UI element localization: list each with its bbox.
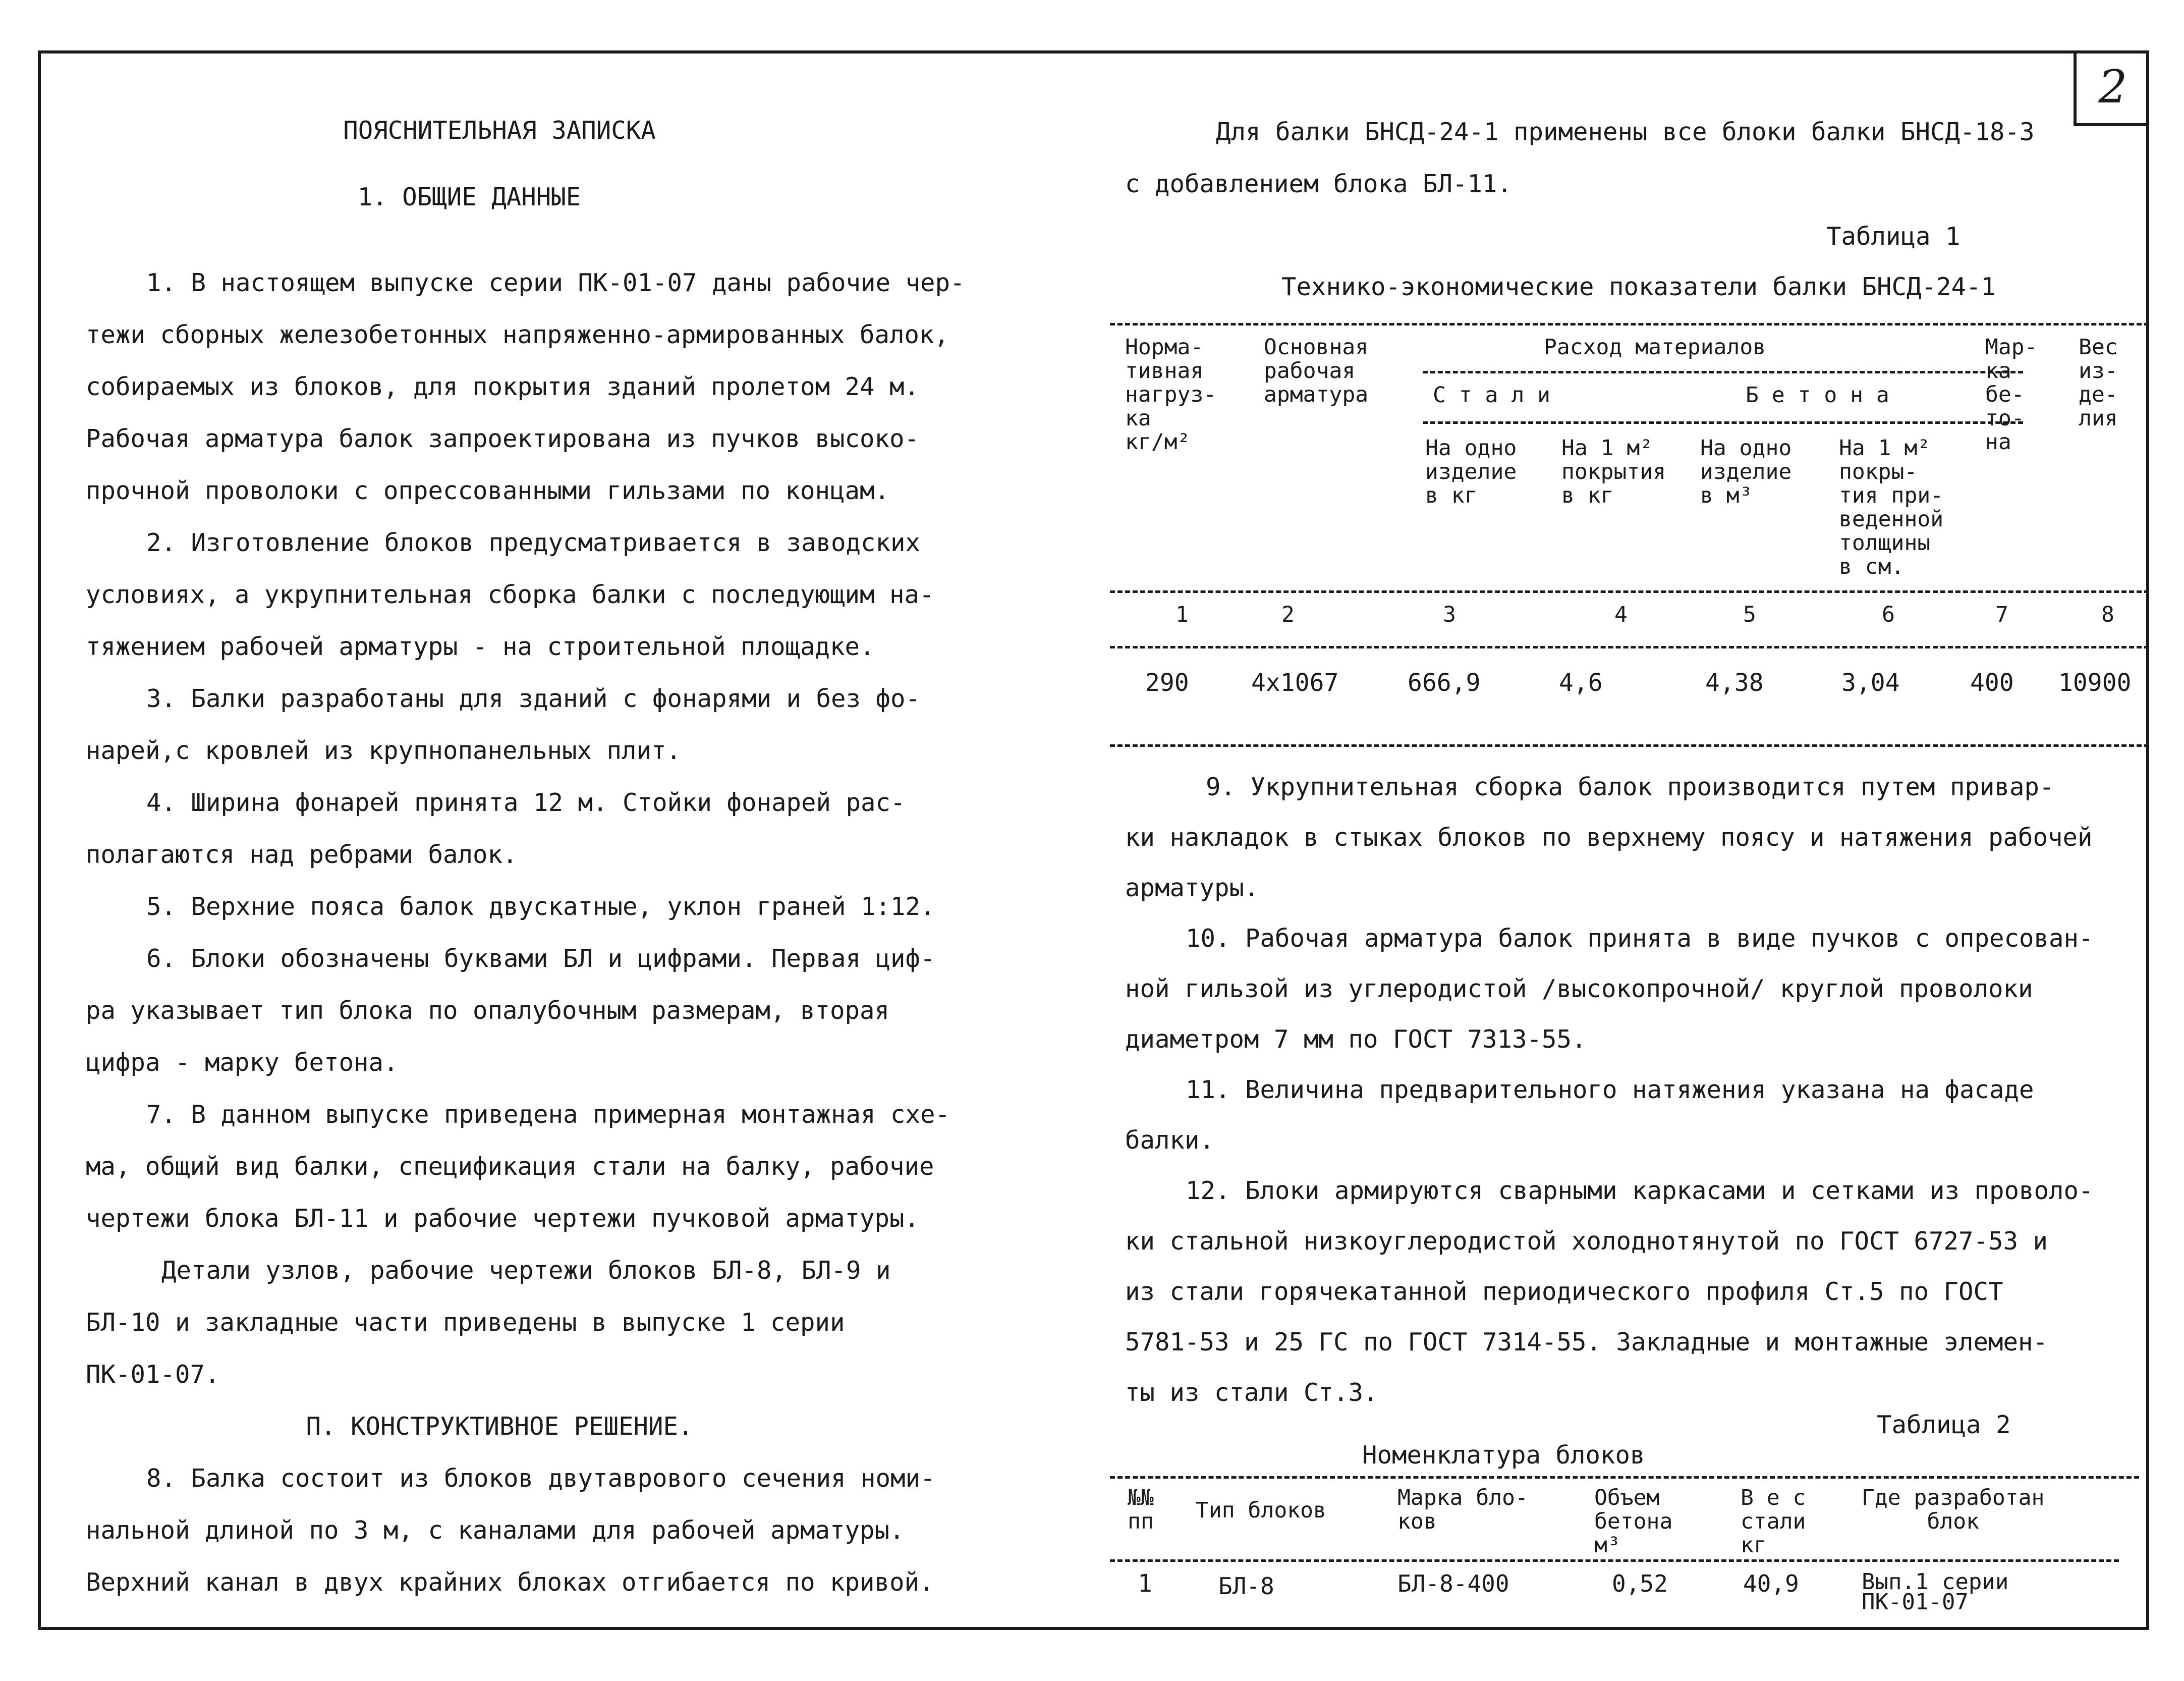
t1-row-steel-m2: 4,6 [1559,669,1603,697]
left-column [86,106,1044,1608]
t1-sub-rule [1423,371,2023,373]
t1-header-grade: Мар- ка бе- то- на [1985,335,2038,455]
t2-row-where: Вып.1 серии ПК-01-07 [1862,1569,2009,1615]
paragraph-9: 9. Укрупнительная сборка балок производится путем привар- ки накладок в стыках блоков по верхнему поясу и натяжения рабочей арматуры. [1125,773,2093,902]
t1-sub-rule-2 [1423,421,2023,424]
t2-header-mark: Марка бло- ков [1397,1485,1528,1534]
paragraph-11: 11. Величина предварительного натяжения указана на фасаде балки. [1125,1075,2034,1155]
t1-colnum-3: 3 [1443,602,1456,627]
t2-header-where: Где разработан блок [1862,1485,2045,1534]
paragraph-8: 8. Балка состоит из блоков двутаврового сечения номи- нальной длиной по 3 м, с каналами для рабочей арматуры. Верхний канал в двух крайних блоках отгибается по кривой. [86,1464,935,1597]
intro-paragraph: Для балки БНСД-24-1 применены все блоки балки БНСД-18-3 с добавлением блока БЛ-11. [1125,118,2035,198]
t1-header-load: Норма- тивная нагруз- ка кг/м² [1125,335,1217,455]
paragraph-4: 4. Ширина фонарей принята 12 м. Стойки фонарей рас- полагаются над ребрами балок. [86,788,906,869]
paragraph-3: 3. Балки разработаны для зданий с фонарями и без фо- нарей,с кровлей из крупнопанельных плит. [86,684,921,765]
t1-bottom-rule [1110,744,2149,747]
paragraph-2: 2. Изготовление блоков предусматривается в заводских условиях, а укрупнительная сборка балки с последующим на- тяжением рабочей арматуры - на строительной площадке. [86,528,934,661]
t1-header-concrete-item: На одно изделие в м³ [1700,436,1792,508]
paragraph-10: 10. Рабочая арматура балок принята в виде пучков с опресован- ной гильзой из углеродистой /высокопрочной/ круглой проволоки диаметром 7 мм по ГОСТ 7313-55. [1125,924,2094,1054]
t1-row-concrete-m2: 3,04 [1841,669,1900,697]
section-design: П. КОНСТРУКТИВНОЕ РЕШЕНИЕ. [306,1412,693,1441]
t2-row-type: БЛ-8 [1218,1572,1274,1600]
t1-row-concrete-item: 4,38 [1705,669,1764,697]
t1-header-concrete: Б е т о н а [1746,383,1889,408]
table1-title: Технико-экономические показатели балки БНСД-24-1 [1281,273,1996,301]
document-title: ПОЯСНИТЕЛЬНАЯ ЗАПИСКА [343,116,656,145]
t1-header-rebar: Основная рабочая арматура [1264,335,1369,407]
t1-header-steel: С т а л и [1433,383,1550,408]
t1-header-steel-item: На одно изделие в кг [1425,436,1517,508]
t1-row-weight: 10900 [2058,669,2132,697]
t1-colnum-7: 7 [1995,602,2008,627]
paragraph-7: 7. В данном выпуске приведена примерная монтажная схе- ма, общий вид балки, спецификация стали на балку, рабочие чертежи блока БЛ-11 и рабочие чертежи пучковой арматуры. [86,1100,950,1233]
t1-header-steel-m2: На 1 м² покрытия в кг [1561,436,1666,508]
t1-header-rule [1110,590,2149,593]
section-general: 1. ОБЩИЕ ДАННЫЕ [357,183,581,211]
paragraph-6: 6. Блоки обозначены буквами БЛ и цифрами. Первая циф- ра указывает тип блока по опалубочным размерам, вторая цифра - марку бетона. [86,944,935,1077]
t2-header-weight: В е с стали кг [1741,1485,1806,1558]
t1-colnum-4: 4 [1614,602,1628,627]
t1-row-grade: 400 [1970,669,2014,697]
t1-row-rebar: 4x1067 [1251,669,1339,697]
t2-header-rule [1110,1559,2119,1562]
t1-header-weight: Вес из- де- лия [2079,335,2118,431]
paragraph-12: 12. Блоки армируются сварными каркасами и сетками из проволо- ки стальной низкоуглеродистой холоднотянутой по ГОСТ 6727-53 и из стали горячекатанной периодического профиля Ст.5 по ГОСТ 5781-53 и 25 ГС по ГОСТ 7314-55. Закладные и монтажные элемен- ты из стали Ст.3. [1125,1176,2094,1407]
table2-label: Таблица 2 [1877,1411,2011,1439]
right-column [1125,106,2139,301]
t2-row-weight: 40,9 [1743,1570,1799,1597]
t1-colnum-5: 5 [1743,602,1756,627]
t1-header-concrete-m2: На 1 м² покры- тия при- веденной толщины в см. [1839,436,1944,579]
t1-colnum-6: 6 [1882,602,1895,627]
t1-colnum-2: 2 [1281,602,1295,627]
t2-header-volume: Объем бетона м³ [1594,1485,1673,1558]
t1-header-consumption: Расход материалов [1544,335,1766,360]
paragraph-5: 5. Верхние пояса балок двускатные, уклон граней 1:12. [146,892,935,921]
table1-label: Таблица 1 [1826,222,1961,251]
page-number: 2 [2074,50,2149,126]
paragraph-7b: Детали узлов, рабочие чертежи блоков БЛ-8, БЛ-9 и БЛ-10 и закладные части приведены в выпуске 1 серии ПК-01-07. [86,1256,891,1389]
right-column-lower [1125,762,2139,1418]
t2-row-mark: БЛ-8-400 [1397,1570,1509,1597]
t1-row-load: 290 [1145,669,1189,697]
paragraph-1: 1. В настоящем выпуске серии ПК-01-07 даны рабочие чер- тежи сборных железобетонных напряженно-армированных балок, собираемых из блоков, для покрытия зданий пролетом 24 м. Рабочая арматура балок запроектирована из пучков высоко- прочной проволоки с опрессованными гильзами по концам. [86,268,965,505]
table2-title: Номенклатура блоков [1362,1441,1645,1470]
t2-header-no: №№ пп [1128,1485,1154,1534]
t2-header-type: Тип блоков [1196,1498,1326,1523]
t1-row-steel-item: 666,9 [1408,669,1481,697]
t2-row-volume: 0,52 [1612,1570,1668,1597]
t2-top-rule [1110,1476,2139,1479]
t2-row-no: 1 [1138,1569,1152,1598]
t1-colnum-1: 1 [1175,602,1189,627]
t1-num-rule [1110,646,2149,648]
t1-colnum-8: 8 [2101,602,2114,627]
table1-top-rule [1110,323,2149,326]
